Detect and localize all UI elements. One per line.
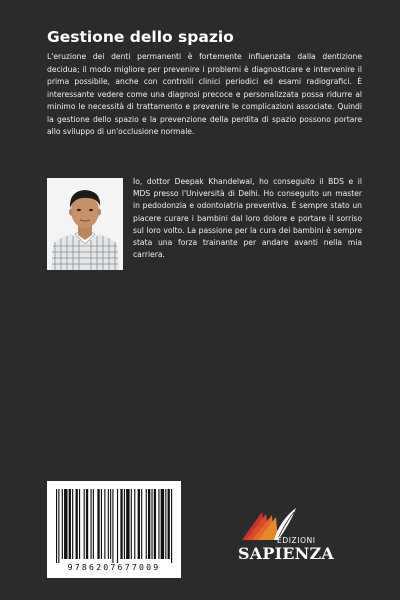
barcode-bar bbox=[110, 489, 111, 559]
isbn-number: 9786207677009 bbox=[67, 562, 161, 572]
barcode-bar bbox=[104, 489, 105, 559]
barcode-bar bbox=[101, 489, 102, 559]
barcode-bar bbox=[158, 489, 159, 559]
author-bio: Io, dottor Deepak Khandelwal, ho conseguito il BDS e il MDS presso l'Università di Delhi. Ho conseguito un master in pedodonzia e odontoiatria preventiva. È sempre stato un piacere curare i bambini dal loro dolore e portare il sorriso sul loro volto. La passione per la cura dei bambini è sempre stata una forza trainante per andare avanti nella mia carriera. bbox=[133, 177, 362, 260]
back-cover-title: Gestione dello spazio bbox=[47, 28, 234, 46]
barcode-bar bbox=[72, 489, 73, 559]
barcode-bar bbox=[151, 489, 152, 559]
barcode-bar bbox=[161, 489, 164, 559]
barcode-bar bbox=[56, 489, 57, 563]
barcode-bar bbox=[131, 489, 132, 559]
barcode-bar bbox=[76, 489, 78, 559]
barcode-bar bbox=[62, 489, 63, 559]
publisher-name: SAPIENZA bbox=[238, 544, 334, 563]
barcode-bar bbox=[64, 489, 67, 559]
barcode-bar bbox=[138, 489, 140, 559]
barcode-bar bbox=[120, 489, 122, 559]
barcode-bar bbox=[108, 489, 109, 559]
barcode-bar bbox=[69, 489, 71, 559]
barcode-bar bbox=[84, 489, 85, 559]
barcode-bar bbox=[117, 489, 118, 563]
barcode-bar bbox=[97, 489, 99, 559]
barcode-bar bbox=[86, 489, 88, 559]
barcode-bar bbox=[126, 489, 129, 559]
barcode-bar bbox=[58, 489, 59, 563]
barcode-bar bbox=[79, 489, 80, 559]
barcode-bar bbox=[154, 489, 156, 559]
isbn-barcode bbox=[47, 481, 181, 578]
barcode-bar bbox=[165, 489, 166, 559]
publisher-logo bbox=[236, 500, 336, 570]
barcode-bar bbox=[148, 489, 150, 559]
barcode-bar bbox=[93, 489, 94, 559]
barcode-bar bbox=[124, 489, 125, 559]
barcode-bar bbox=[112, 489, 113, 563]
barcode-bar bbox=[146, 489, 147, 559]
barcode-bar bbox=[171, 489, 172, 563]
author-photo bbox=[47, 178, 123, 270]
barcode-bar bbox=[91, 489, 92, 559]
publisher-edizioni: EDIZIONI bbox=[277, 536, 316, 545]
barcode-bar bbox=[134, 489, 135, 559]
author-portrait-image bbox=[47, 178, 123, 270]
book-description: L'eruzione dei denti permanenti è fortemente influenzata dalla dentizione decidua; il modo migliore per prevenire i problemi è diagnosticare e intervenire il prima possibile, anche con controlli clinici periodici ed esami radiografici. È interessante vedere come una diagnosi precoce e personalizzata possa ridurre al minimo le necessità di trattamento e prevenire le complicazioni associate. Quindi la gestione dello spazio e la prevenzione della perdita di spazio possono portare allo sviluppo di un'occlusione normale. bbox=[47, 52, 362, 136]
barcode-bar bbox=[141, 489, 142, 559]
barcode-bar bbox=[168, 489, 170, 559]
